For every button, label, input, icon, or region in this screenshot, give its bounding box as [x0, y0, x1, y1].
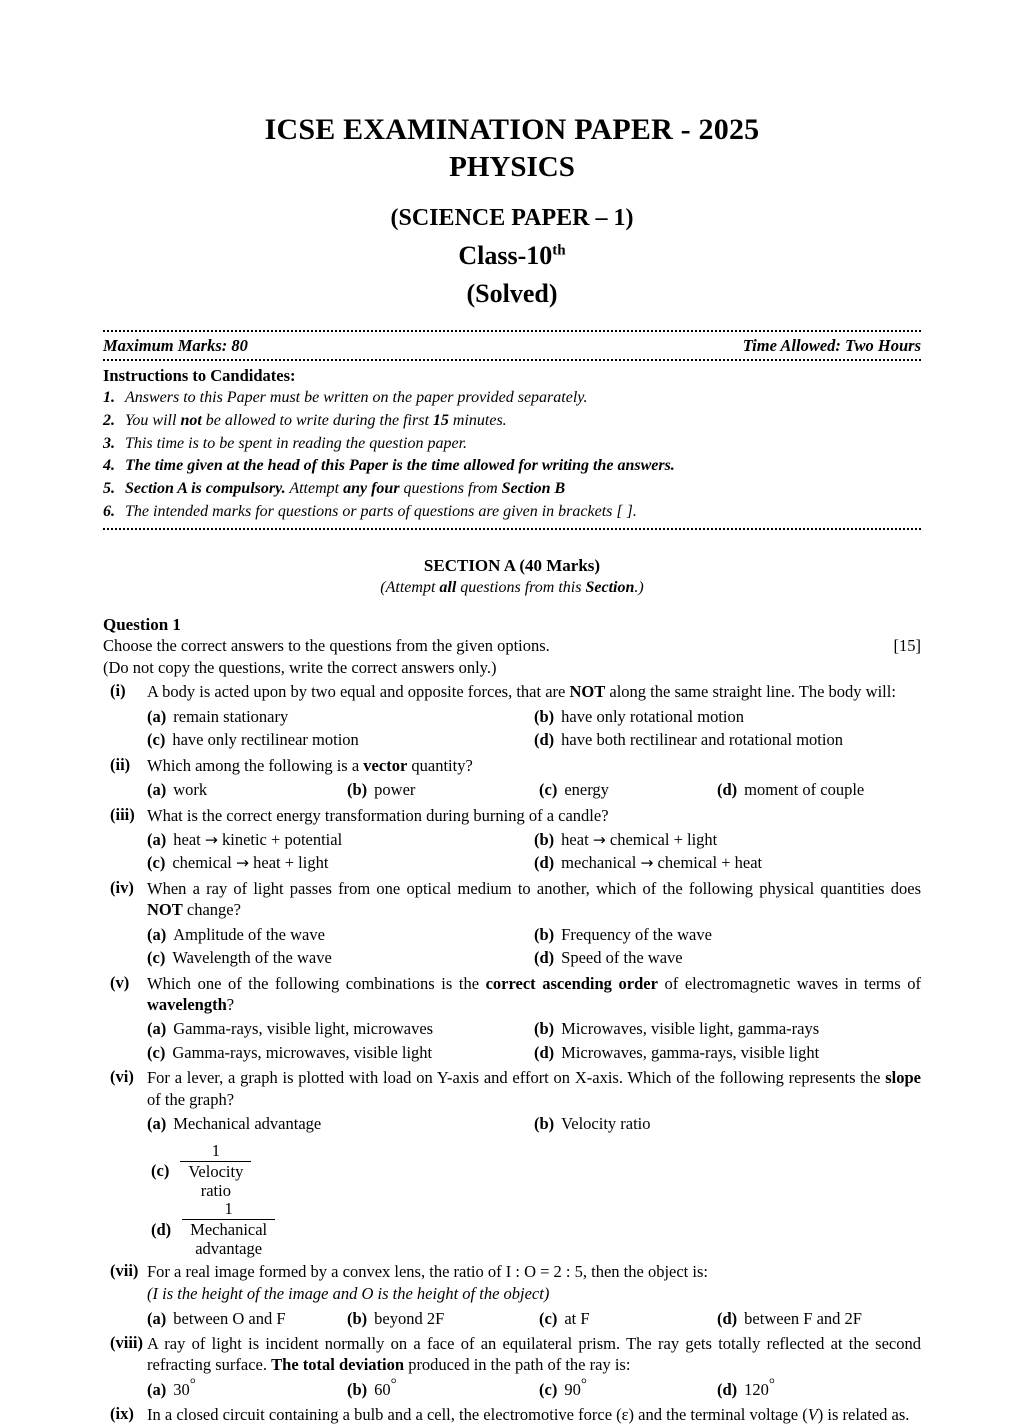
- option-choice[interactable]: [151, 1142, 252, 1200]
- question-item-stem: For a lever, a graph is plotted with load on Y-axis and effort on X-axis. Which of the following represents the slope of the graph?: [147, 1068, 921, 1109]
- question-1-title: Question 1: [103, 614, 181, 634]
- instruction-item: [103, 478, 921, 501]
- option-label: (b): [534, 1114, 555, 1134]
- question-item-body: [147, 755, 921, 802]
- option-label: (a): [147, 706, 167, 726]
- question-item-number: (viii): [110, 1333, 143, 1353]
- class-label-text: Class-10: [458, 241, 553, 271]
- instruction-item: [103, 501, 921, 524]
- instruction-number: 5.: [103, 480, 115, 498]
- option-text: between F and 2F: [744, 1308, 862, 1328]
- section-heading: SECTION A (40 Marks): [423, 555, 601, 575]
- question-item-body: [147, 1067, 921, 1258]
- section-subheading: (Attempt all questions from this Section.): [380, 578, 644, 596]
- option-choice[interactable]: [147, 923, 534, 946]
- question-item-body: [147, 1261, 921, 1330]
- option-label: (b): [534, 830, 555, 850]
- option-label: (d): [717, 780, 738, 800]
- question-1-lead-line-1: Choose the correct answers to the questions from the given options.: [103, 635, 550, 655]
- question-item-number: (ix): [110, 1404, 134, 1424]
- instruction-item: [103, 387, 921, 410]
- question-1-marks: [15]: [893, 635, 921, 655]
- option-label: (a): [147, 830, 167, 850]
- question-item: [103, 1067, 921, 1258]
- option-choice[interactable]: [534, 705, 921, 728]
- question-item-body: [147, 805, 921, 875]
- option-text: Speed of the wave: [561, 948, 683, 968]
- question-item: [103, 878, 921, 970]
- option-text: moment of couple: [744, 780, 865, 800]
- option-text: remain stationary: [173, 706, 289, 726]
- instruction-text: This time is to be spent in reading the question paper.: [125, 434, 468, 452]
- option-label: (b): [347, 1308, 368, 1328]
- option-choice[interactable]: [539, 778, 717, 801]
- option-label: (d): [717, 1308, 738, 1328]
- instruction-item: [103, 433, 921, 456]
- option-label: (a): [147, 1379, 167, 1399]
- option-group: [147, 1017, 921, 1064]
- option-text: heat → chemical + light: [561, 830, 718, 850]
- option-choice[interactable]: [147, 1041, 534, 1064]
- option-choice[interactable]: [539, 1307, 717, 1330]
- fraction-denominator: Velocity ratio: [180, 1161, 251, 1200]
- instruction-text: The intended marks for questions or parts of questions are given in brackets [ ].: [125, 502, 637, 520]
- option-choice[interactable]: [534, 1017, 921, 1040]
- option-choice[interactable]: [534, 1112, 921, 1135]
- option-choice[interactable]: [534, 946, 921, 969]
- question-item-number: (iii): [110, 804, 135, 824]
- question-item-number: (iv): [110, 877, 134, 897]
- class-ordinal-suffix: th: [552, 242, 566, 259]
- question-item-note: (I is the height of the image and O is the height of the object): [147, 1283, 550, 1303]
- option-text: Mechanical advantage: [173, 1114, 322, 1134]
- option-choice[interactable]: [534, 851, 921, 874]
- option-label: (a): [147, 1114, 167, 1134]
- page-title: ICSE EXAMINATION PAPER - 2025: [264, 113, 760, 146]
- option-label: (c): [147, 1042, 166, 1062]
- question-item-body: [147, 1333, 921, 1401]
- option-text: beyond 2F: [374, 1308, 445, 1328]
- option-choice[interactable]: [534, 728, 921, 751]
- question-item-stem: When a ray of light passes from one optical medium to another, which of the following physical quantities does NOT change?: [147, 878, 921, 920]
- question-item: [103, 805, 921, 875]
- option-text: have only rectilinear motion: [172, 730, 359, 750]
- option-choice[interactable]: [147, 828, 534, 851]
- option-label: (d): [151, 1219, 172, 1239]
- instruction-number: 3.: [103, 434, 115, 452]
- option-label: (d): [534, 853, 555, 873]
- option-choice[interactable]: [534, 1041, 921, 1064]
- option-label: (c): [539, 1308, 558, 1328]
- option-text: Wavelength of the wave: [172, 948, 332, 968]
- option-text: Microwaves, visible light, gamma-rays: [561, 1019, 820, 1039]
- option-choice[interactable]: [147, 851, 534, 874]
- option-text: 120°: [744, 1375, 775, 1399]
- option-text: Amplitude of the wave: [173, 924, 325, 944]
- question-item-number: (vi): [110, 1067, 134, 1087]
- option-label: (d): [534, 1042, 555, 1062]
- option-text: Velocity ratio: [561, 1114, 651, 1134]
- instruction-number: 6.: [103, 502, 115, 520]
- option-choice[interactable]: [147, 946, 534, 969]
- option-group: [147, 828, 921, 875]
- instruction-text: Section A is compulsory. Attempt any four questions from Section B: [125, 480, 566, 498]
- option-group: [147, 778, 921, 801]
- question-item-number: (i): [110, 681, 126, 701]
- fraction: [180, 1142, 251, 1200]
- option-text: between O and F: [173, 1308, 286, 1328]
- option-label: (c): [147, 730, 166, 750]
- option-choice[interactable]: [147, 778, 347, 801]
- maximum-marks: Maximum Marks: 80: [103, 336, 248, 356]
- option-label: (c): [147, 948, 166, 968]
- option-text: Frequency of the wave: [561, 924, 712, 944]
- divider-bottom: [103, 528, 921, 530]
- option-label: (c): [539, 1379, 558, 1399]
- option-text: heat → kinetic + potential: [173, 830, 343, 850]
- question-item: [103, 681, 921, 751]
- option-choice[interactable]: [147, 1017, 534, 1040]
- option-choice[interactable]: [534, 828, 921, 851]
- question-item-number: (ii): [110, 754, 131, 774]
- option-group: [147, 705, 921, 752]
- option-choice[interactable]: [347, 1307, 539, 1330]
- option-group: [147, 1307, 921, 1330]
- option-label: (d): [717, 1379, 738, 1399]
- fraction: [182, 1200, 275, 1258]
- option-choice[interactable]: [347, 778, 539, 801]
- option-text: chemical → heat + light: [172, 853, 329, 873]
- instruction-text: You will not be allowed to write during the first 15 minutes.: [125, 411, 507, 429]
- question-1-block: [103, 615, 921, 1426]
- instruction-text: The time given at the head of this Paper is the time allowed for writing the answers.: [125, 457, 675, 475]
- solved-label: (Solved): [466, 278, 558, 308]
- option-choice[interactable]: [717, 1307, 907, 1330]
- option-choice[interactable]: [147, 728, 534, 751]
- option-text: 60°: [374, 1375, 397, 1399]
- question-item-stem: Which one of the following combinations is the correct ascending order of electromagnetic waves in terms of wavelength?: [147, 973, 921, 1015]
- question-item-number: (vii): [110, 1261, 139, 1281]
- option-text: energy: [564, 780, 609, 800]
- question-item-stem: For a real image formed by a convex lens, the ratio of I : O = 2 : 5, then the object is:: [147, 1262, 708, 1282]
- paper-header: [0, 0, 1024, 310]
- time-allowed: Time Allowed: Two Hours: [742, 336, 921, 356]
- instructions-list: [103, 387, 921, 523]
- question-item: [103, 1261, 921, 1330]
- question-item-stem: In a closed circuit containing a bulb and a cell, the electromotive force (ε) and the terminal voltage (V) is related as.: [147, 1405, 910, 1425]
- option-group-fractions: [151, 1142, 352, 1259]
- option-text: 90°: [564, 1375, 587, 1399]
- option-label: (a): [147, 1019, 167, 1039]
- question-item-body: [147, 973, 921, 1065]
- option-label: (c): [151, 1161, 170, 1181]
- option-text: mechanical → chemical + heat: [561, 853, 763, 873]
- instruction-item: [103, 455, 921, 478]
- question-item: [103, 755, 921, 802]
- option-choice[interactable]: [717, 1375, 907, 1401]
- question-item-stem: A body is acted upon by two equal and opposite forces, that are NOT along the same straight line. The body will:: [147, 682, 896, 702]
- option-label: (c): [147, 853, 166, 873]
- fraction-numerator: 1: [224, 1199, 233, 1219]
- exam-meta-bar: [103, 332, 921, 359]
- question-item: [103, 973, 921, 1065]
- fraction-denominator: Mechanical advantage: [182, 1219, 275, 1258]
- option-label: (b): [347, 1379, 368, 1399]
- instruction-number: 1.: [103, 389, 115, 407]
- option-text: Gamma-rays, microwaves, visible light: [172, 1042, 433, 1062]
- option-label: (c): [539, 780, 558, 800]
- question-item-body: [147, 681, 921, 751]
- fraction-numerator: 1: [211, 1140, 220, 1160]
- option-text: Microwaves, gamma-rays, visible light: [561, 1042, 820, 1062]
- option-group: [147, 1112, 921, 1135]
- option-label: (b): [534, 1019, 555, 1039]
- option-choice[interactable]: [147, 1112, 534, 1135]
- option-choice[interactable]: [534, 923, 921, 946]
- option-label: (a): [147, 1308, 167, 1328]
- option-choice[interactable]: [347, 1375, 539, 1401]
- option-choice[interactable]: [151, 1199, 268, 1258]
- question-1-items: [103, 681, 921, 1425]
- option-choice[interactable]: [147, 705, 534, 728]
- option-label: (a): [147, 924, 167, 944]
- question-item-stem: A ray of light is incident normally on a face of an equilateral prism. The ray gets totally reflected at the second refracting surface. The total deviation produced in the path of the ray is:: [147, 1334, 921, 1375]
- option-text: have both rectilinear and rotational motion: [561, 730, 843, 750]
- option-choice[interactable]: [539, 1375, 717, 1401]
- instructions-block: [103, 361, 921, 527]
- option-text: 30°: [173, 1375, 196, 1399]
- option-text: work: [173, 780, 208, 800]
- option-choice[interactable]: [147, 1307, 347, 1330]
- class-label: [0, 240, 1024, 273]
- question-1-lead: [103, 635, 921, 679]
- option-choice[interactable]: [717, 778, 907, 801]
- instruction-number: 4.: [103, 457, 115, 475]
- instruction-text: Answers to this Paper must be written on the paper provided separately.: [125, 389, 588, 407]
- instructions-title: Instructions to Candidates:: [103, 366, 296, 386]
- option-label: (a): [147, 780, 167, 800]
- question-item-stem: What is the correct energy transformation during burning of a candle?: [147, 805, 609, 825]
- question-item-number: (v): [110, 972, 130, 992]
- instruction-item: [103, 410, 921, 433]
- option-text: power: [374, 780, 416, 800]
- subject-title: PHYSICS: [449, 151, 575, 184]
- option-text: at F: [564, 1308, 590, 1328]
- option-label: (d): [534, 948, 555, 968]
- instruction-number: 2.: [103, 411, 115, 429]
- option-group: [147, 1375, 921, 1401]
- option-label: (b): [534, 924, 555, 944]
- question-item: [103, 1333, 921, 1401]
- option-group: [147, 923, 921, 970]
- question-1-lead-line-2: (Do not copy the questions, write the correct answers only.): [103, 657, 497, 677]
- option-choice[interactable]: [147, 1375, 347, 1401]
- option-label: (d): [534, 730, 555, 750]
- option-text: Gamma-rays, visible light, microwaves: [173, 1019, 434, 1039]
- option-text: have only rotational motion: [561, 706, 745, 726]
- paper-code: (SCIENCE PAPER – 1): [390, 205, 634, 232]
- option-label: (b): [534, 706, 555, 726]
- option-label: (b): [347, 780, 368, 800]
- question-item-stem: Which among the following is a vector quantity?: [147, 755, 473, 775]
- question-item-body: [147, 878, 921, 970]
